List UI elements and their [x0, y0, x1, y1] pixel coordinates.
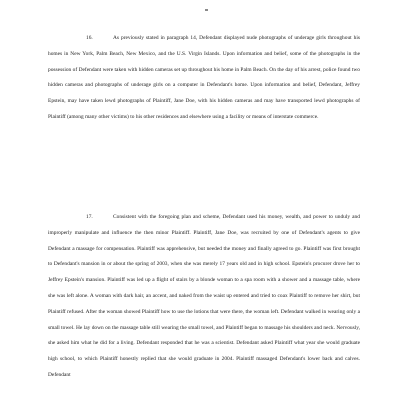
paragraph-text: Consistent with the foregoing plan and scheme, Defendant used his money, wealth, and power to unduly and improperly manipulate and influence the then minor Plaintiff. Plaintiff, Jane Doe, was recruited by one of Defendant's agents to give Defendant a massage for compensation. Plaintiff was apprehensive, but needed the money and finally agreed to go. Plaintiff was first brought to Defendant's mansion in or about the spring of 2003, when she was merely 17 years old and in high school. Epstein's procurer drove her to Jeffrey Epstein's mansion. Plaintiff was led up a flight of stairs by a blonde woman to a spa room with a shower and a massage table, where she was left alone. A woman with dark hair, an accent, and naked from the waist up entered and tried to coax Plaintiff to remove her shirt, but Plaintiff refused. After the woman showed Plaintiff how to use the lotions that were there, the woman left. Defendant walked in wearing only a small towel. He lay down on the massage table still wearing the small towel, and Plaintiff began to massage his shoulders and neck. Nervously, she asked him what he did for a living. Defendant responded that he was a scientist. Defendant asked Plaintiff what year she would graduate high school, to which Plaintiff honestly replied that she would graduate in 2004. Plaintiff massaged Defendant's lower back and calves. Defendant [48, 214, 360, 378]
paragraph-number: 16. [86, 35, 93, 41]
paragraph-text: As previously stated in paragraph 14, Defendant displayed nude photographs of underage girls throughout his homes in New York, Palm Beach, New Mexico, and the U.S. Virgin Islands. Upon information and belief, some of the photographs in the possession of Defendant were taken with hidden cameras set up throughout his home in Palm Beach. On the day of his arrest, police found two hidden cameras and photographs of underage girls on a computer in Defendant's home. Upon information and belief, Defendant, Jeffrey Epstein, may have taken lewd photographs of Plaintiff, Jane Doe, with his hidden cameras and may have transported lewd photographs of Plaintiff (among many other victims) to his other residences and elsewhere using a facility or means of interstate commerce. [48, 35, 360, 120]
paragraph-17 [48, 210, 360, 384]
paragraph-number: 17. [86, 214, 93, 220]
paragraph-16 [48, 31, 360, 126]
scan-speck [205, 9, 208, 11]
